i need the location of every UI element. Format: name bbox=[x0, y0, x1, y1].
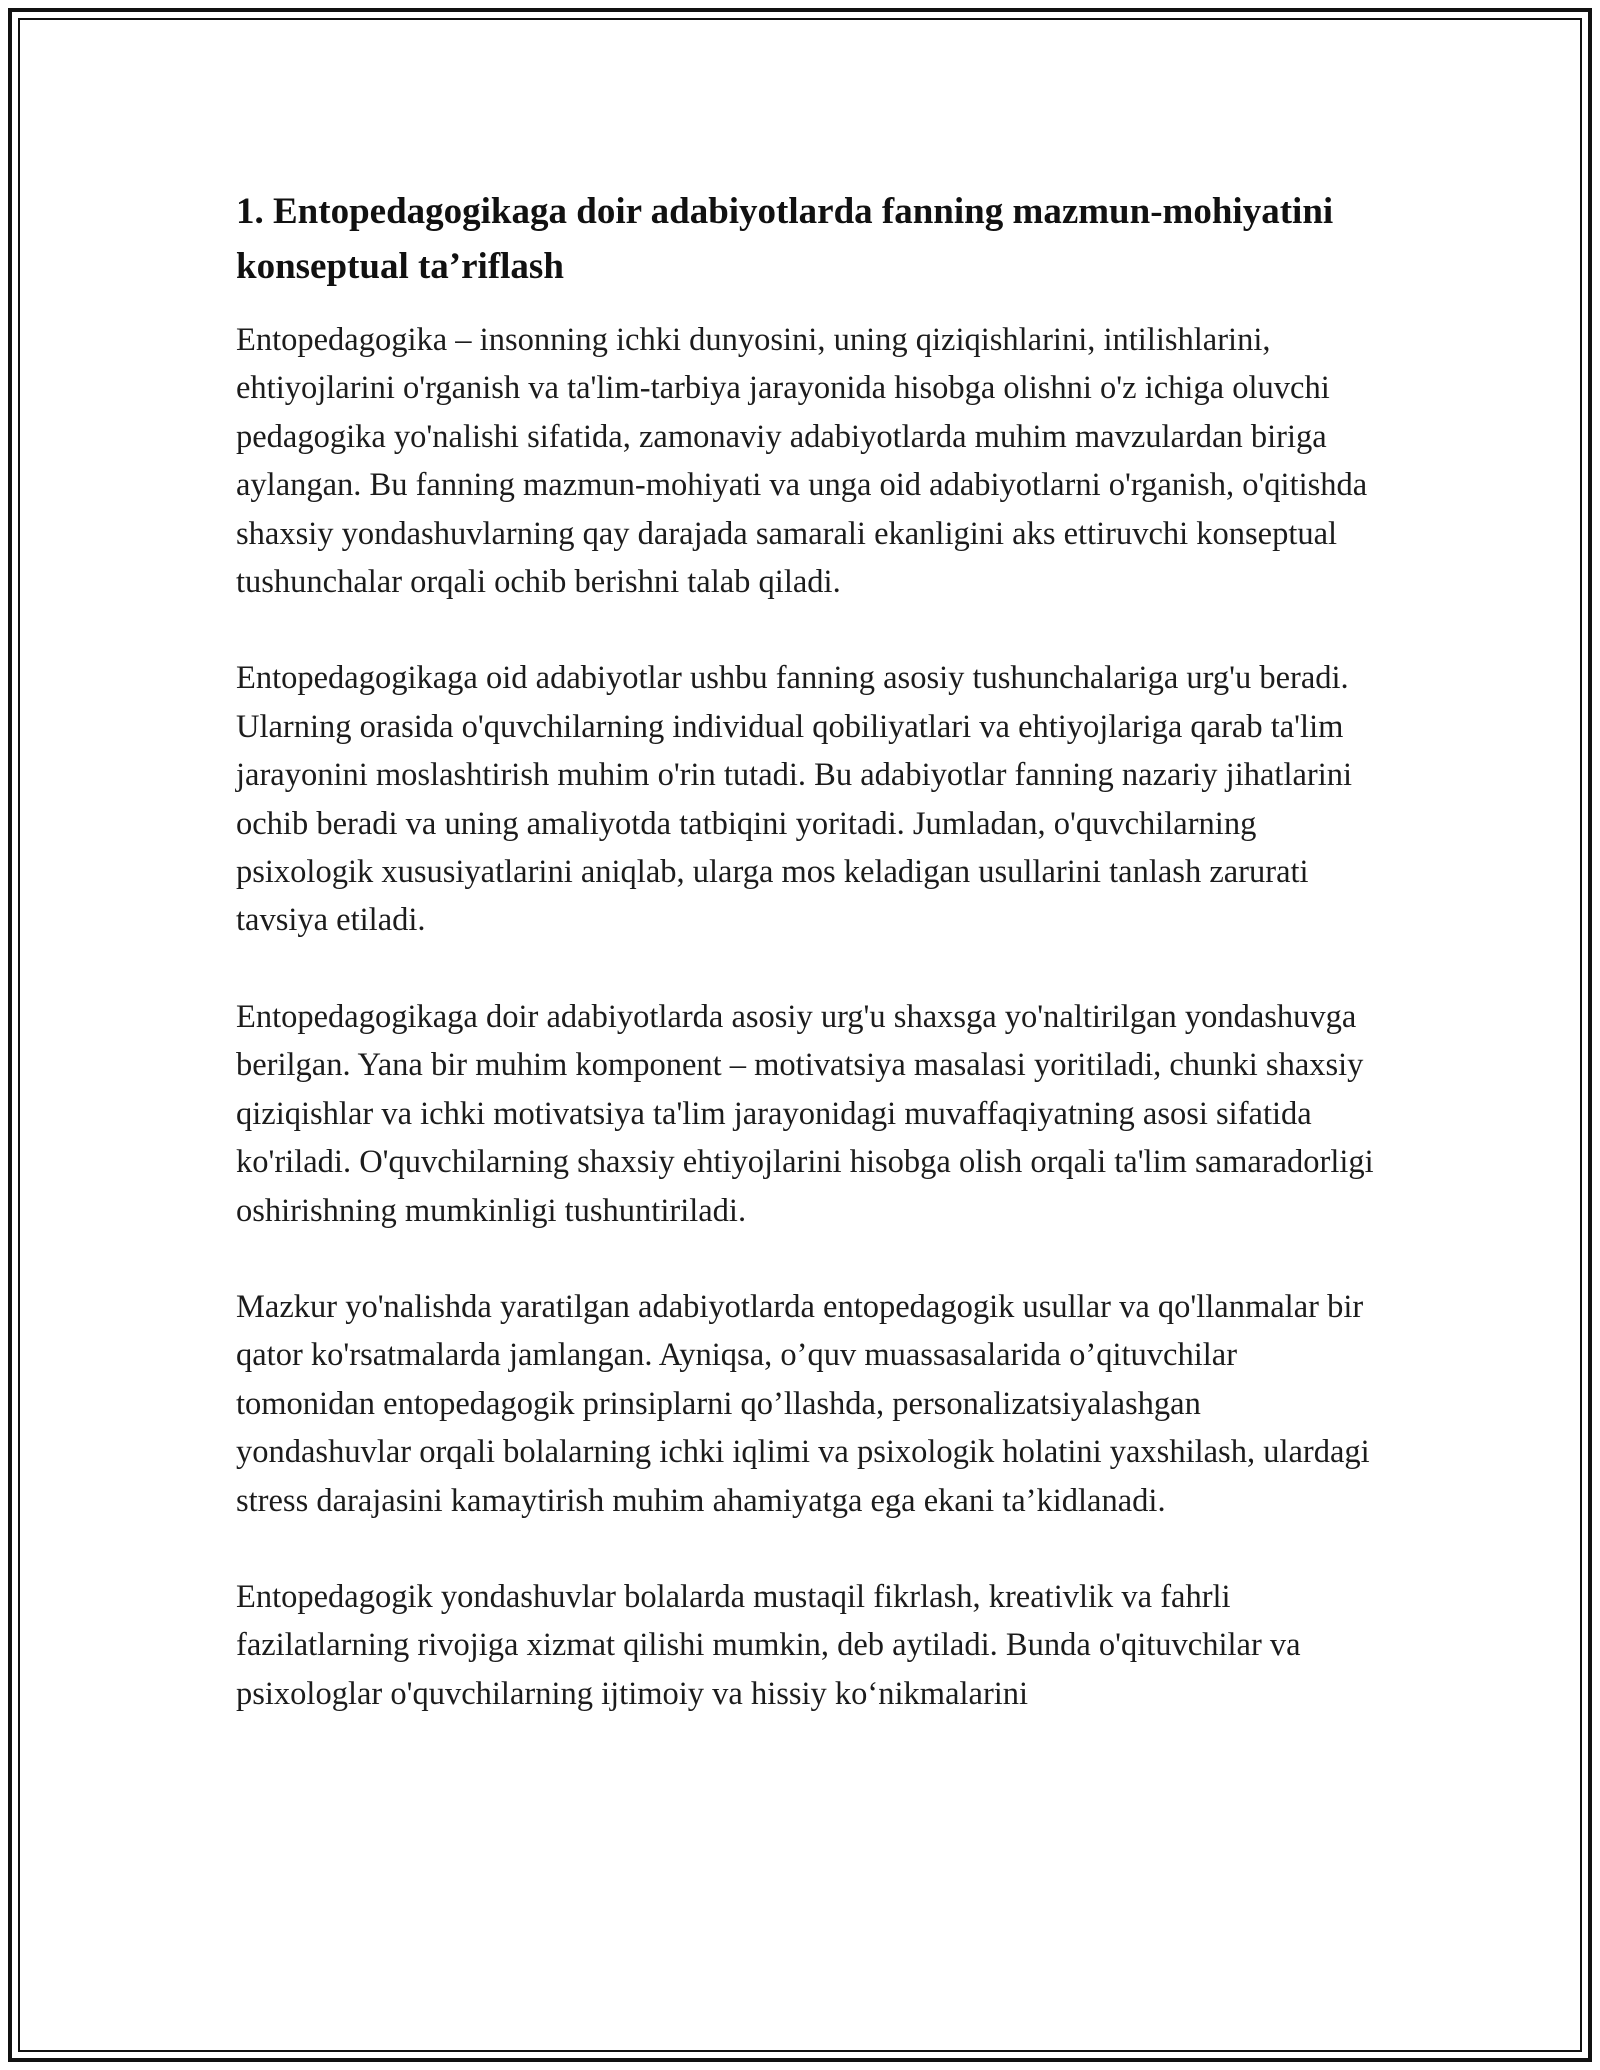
paragraph-3: Entopedagogikaga doir adabiyotlarda asosiy urg'u shaxsga yo'naltirilgan yondashuvga berilgan. Yana bir muhim komponent – motivatsiya masalasi yoritiladi, chunki shaxsiy qiziqishlar va ichki motivatsiya ta'lim jarayonidagi muvaffaqiyatning asosi sifatida ko'riladi. O'quvchilarning shaxsiy ehtiyojlarini hisobga olish orqali ta'lim samaradorligi oshirishning mumkinligi tushuntiriladi. bbox=[236, 998, 1374, 1229]
paragraph-4: Mazkur yo'nalishda yaratilgan adabiyotlarda entopedagogik usullar va qo'llanmalar bir qator ko'rsatmalarda jamlangan. Ayniqsa, o’quv muassasalarida o’qituvchilar tomonidan entopedagogik prinsiplarni qo’llashda, personalizatsiyalashgan yondashuvlar orqali bolalarning ichki iqlimi va psixologik holatini yaxshilash, ulardagi stress darajasini kamaytirish muhim ahamiyatga ega ekani ta’kidlanadi. bbox=[236, 1288, 1370, 1519]
paragraph-2: Entopedagogikaga oid adabiyotlar ushbu fanning asosiy tushunchalariga urg'u beradi. Ularning orasida o'quvchilarning individual qobiliyatlari va ehtiyojlariga qarab ta'lim jarayonini moslashtirish muhim o'rin tutadi. Bu adabiyotlar fanning nazariy jihatlarini ochib beradi va uning amaliyotda tatbiqini yoritadi. Jumladan, o'quvchilarning psixologik xususiyatlarini aniqlab, ularga mos keladigan usullarini tanlash zarurati tavsiya etiladi. bbox=[236, 660, 1353, 939]
paragraph-5: Entopedagogik yondashuvlar bolalarda mustaqil fikrlash, kreativlik va fahrli fazilatlarning rivojiga xizmat qilishi mumkin, deb aytiladi. Bunda o'qituvchilar va psixologlar o'quvchilarning ijtimoiy va hissiy ko‘nikmalarini bbox=[236, 1578, 1301, 1712]
paragraph-1: Entopedagogika – insonning ichki dunyosini, uning qiziqishlarini, intilishlarini, ehtiyojlarini o'rganish va ta'lim-tarbiya jarayonida hisobga olishni o'z ichiga oluvchi pedagogika yo'nalishi sifatida, zamonaviy adabiyotlarda muhim mavzulardan biriga aylangan. Bu fanning mazmun-mohiyati va unga oid adabiyotlarni o'rganish, o'qitishda shaxsiy yondashuvlarning qay darajada samarali ekanligini aks ettiruvchi konseptual tushunchalar orqali ochib berishni talab qiladi. bbox=[236, 322, 1368, 601]
section-heading: 1. Entopedagogikaga doir adabiyotlarda fanning mazmun-mohiyatini konseptual ta’riflash bbox=[236, 191, 1334, 287]
document-body bbox=[236, 184, 1376, 1766]
